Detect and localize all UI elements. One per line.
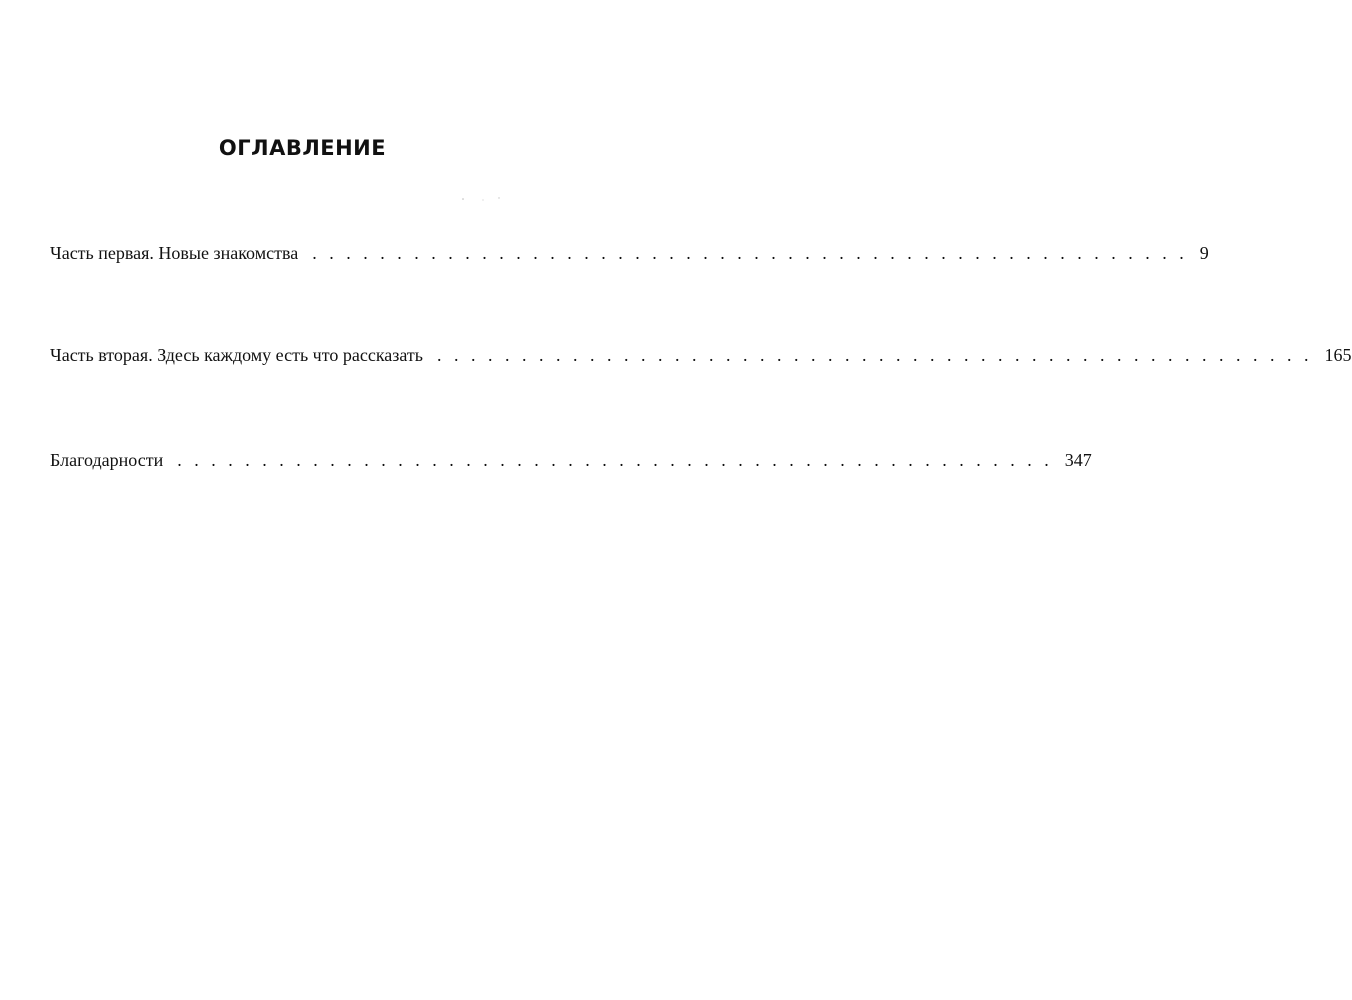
- toc-entry-part-two[interactable]: [50, 344, 1352, 366]
- toc-entry-page: 347: [1064, 450, 1092, 470]
- toc-entry-page: 165: [1324, 345, 1352, 365]
- toc-entry-leader: . . . . . . . . . . . . . . . . . . . . . . . . . . . . . . . . . . . . . . . . . . . . . . . . . . . .: [312, 243, 1188, 263]
- toc-entry-page: 9: [1199, 243, 1209, 263]
- toc-title: ОГЛАВЛЕНИЕ: [218, 136, 387, 160]
- paper-specks: [455, 196, 515, 202]
- toc-entry-leader: . . . . . . . . . . . . . . . . . . . . . . . . . . . . . . . . . . . . . . . . . . . . . . . . . . . .: [177, 450, 1053, 470]
- toc-entry-label: Часть первая. Новые знакомства: [50, 243, 299, 263]
- toc-entry-acknowledgements[interactable]: [50, 449, 1092, 471]
- toc-entry-part-one[interactable]: [50, 242, 1209, 264]
- toc-entry-leader: . . . . . . . . . . . . . . . . . . . . . . . . . . . . . . . . . . . . . . . . . . . . . . . . . . . .: [437, 345, 1313, 365]
- toc-entry-label: Часть вторая. Здесь каждому есть что рассказать: [50, 345, 423, 365]
- toc-entry-label: Благодарности: [50, 450, 164, 470]
